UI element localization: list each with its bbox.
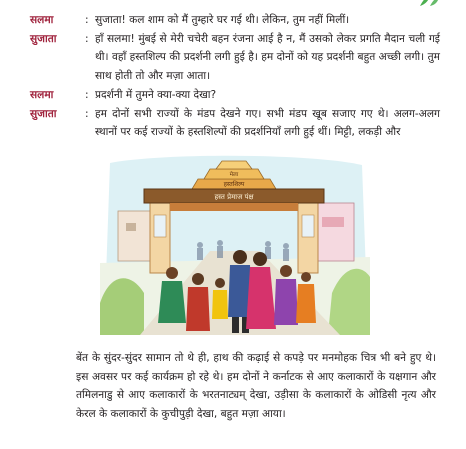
speaker-colon: : (85, 32, 89, 45)
dialogue-line (30, 86, 440, 105)
paragraph-continuation: बेंत के सुंदर-सुंदर सामान तो थे ही, हाथ की कढ़ाई से कपड़े पर मनमोहक चित्र भी बने हुए थे। इस अवसर पर कई कार्यक्रम हो रहे थे। हम दोनों ने कर्नाटक से आए कलाकारों के यक्षगान और तमिलनाडु से आए कलाकारों के भरतनाट्यम् देखा, उड़ीसा के कलाकारों के ओडिसी नृत्य और केरल के कलाकारों के कुचीपुड़ी देखा, बहुत मज़ा आया। (76, 352, 436, 421)
speaker-name: सलमा (30, 88, 54, 101)
exhibition-gate-illustration (100, 153, 370, 335)
gate-main-banner: हस्त प्रेमाज पंक्ष (214, 193, 254, 201)
speaker-name: सुजाता (30, 32, 57, 45)
speech-text: हम दोनों सभी राज्यों के मंडप देखने गए। सभी मंडप खूब सजाए गए थे। अलग-अलग स्थानों पर कई राज्यों के हस्तशिल्पों की प्रदर्शनियाँ लगी हुई थीं। मिट्टी, लकड़ी और (95, 107, 440, 139)
speech-text: सुजाता! कल शाम को मैं तुम्हारे घर गई थी। लेकिन, तुम नहीं मिलीं। (95, 14, 350, 26)
speaker-name: सुजाता (30, 107, 57, 120)
dialogue-line (30, 105, 440, 142)
speaker-colon: : (85, 107, 89, 120)
speech-text: हाँ सलमा! मुंबई से मेरी चचेरी बहन रंजना आई है न, मैं उसको लेकर प्रगति मैदान चली गई थी। वहाँ हस्तशिल्प की प्रदर्शनी लगी हुई है। हम दोनों को यह प्रदर्शनी बहुत अच्छी लगी। तुम साथ होती तो और मज़ा आता। (95, 32, 440, 83)
speaker-colon: : (85, 14, 89, 26)
gate-sign-mid: मेला (229, 172, 239, 178)
gate-sign-top: हस्तशिल्प (223, 181, 245, 188)
speaker-name: सलमा (30, 14, 54, 26)
leaf-ornament-icon (418, 0, 440, 8)
dialogue-line (30, 30, 440, 86)
dialogue-block (30, 11, 440, 142)
speaker-colon: : (85, 88, 89, 101)
speech-text: प्रदर्शनी में तुमने क्या-क्या देखा? (95, 88, 217, 101)
dialogue-line (30, 11, 440, 30)
